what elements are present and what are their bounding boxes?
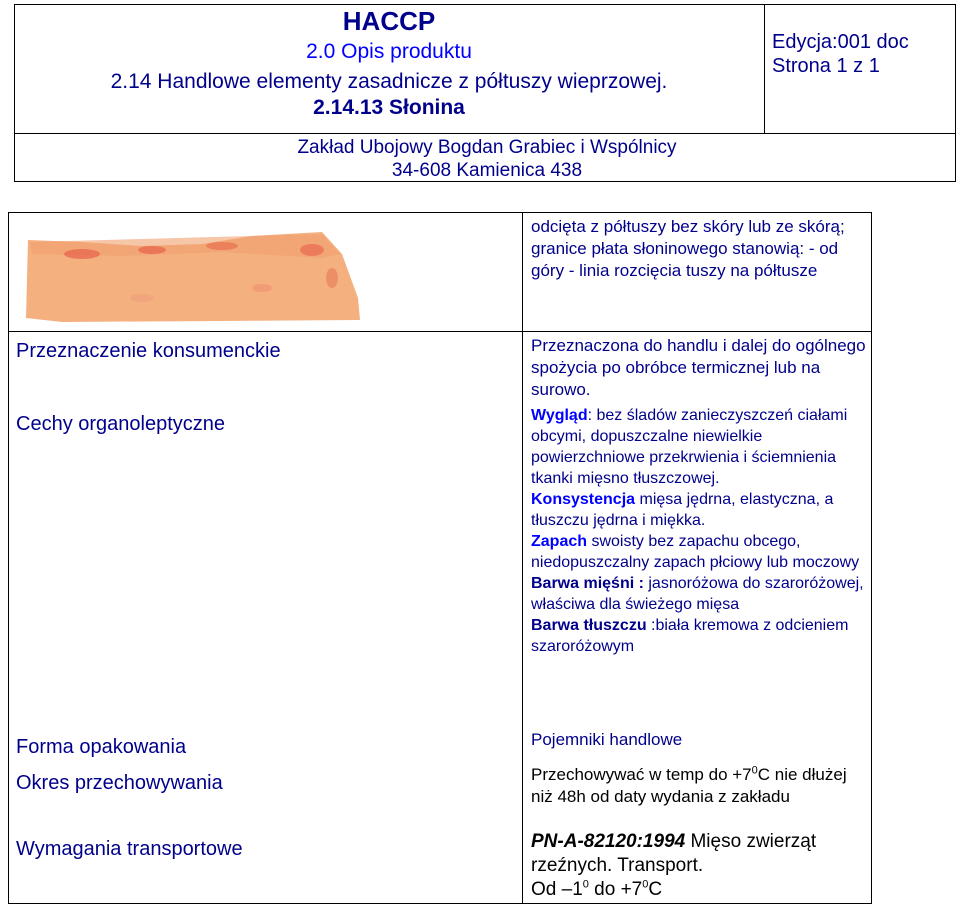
temp-text: C [648,879,663,900]
doc-meta [772,30,909,78]
item-title: 2.14.13 Słonina [313,96,465,119]
temp-text: do +7 [588,879,643,900]
muscle-color-row [531,573,866,615]
consumer-purpose: Przeznaczona do handlu i dalej do ogólnego spożycia po obróbce termicznej lub na surowo. [531,336,866,399]
label-transport: Wymagania transportowe [16,838,243,860]
organoleptic-features [531,405,866,657]
muscle-color-label: Barwa mięśni : [531,575,649,592]
look-label: Wygląd [531,407,588,424]
packaging-value: Pojemniki handlowe [531,730,683,749]
look-text: : bez śladów zanieczyszczeń ciałami obcymi, dopuszczalne niewielkie powierzchniowe przekrwienia i ściemnienia tkanki mięsno tłuszczowej. [531,407,848,487]
company-name: Zakład Ubojowy Bogdan Grabiec i Wspólnicy [297,137,677,158]
header-divider [14,133,956,134]
consistency-label: Konsystencja [531,491,636,508]
consistency-row [531,489,866,531]
degree-sup: 0 [642,878,649,891]
subsection-title: 2.14 Handlowe elementy zasadnicze z półtuszy wieprzowej. [110,70,668,93]
header-divider [764,4,765,134]
label-organoleptic: Cechy organoleptyczne [16,413,226,435]
muscle-color-text: jasnoróżowa do szaroróżowej, właściwa dla świeżego mięsa [531,575,864,613]
degree-sup: 0 [751,764,758,777]
smell-text: swoisty bez zapachu obcego, niedopuszczalny zapach płciowy lub moczowy [531,533,860,571]
fat-color-label: Barwa tłuszczu [531,617,652,634]
edition: Edycja:001 doc [772,31,909,53]
storage-value [531,764,866,808]
company-address: 34-608 Kamienica 438 [391,160,583,181]
norm-text: Mięso zwierząt rzeźnych. Transport. [531,831,817,876]
label-consumer: Przeznaczenie konsumenckie [16,340,281,362]
page-number: Strona 1 z 1 [772,55,880,77]
product-image [22,228,362,324]
product-description: odcięta z półtuszy bez skóry lub ze skórą; granice płata słoninowego stanowią: - od góry - linia rozcięcia tuszy na półtusze [531,217,845,280]
temp-text: Od –1 [531,879,583,900]
fat-color-row [531,615,866,657]
table-divider [522,212,523,904]
fat-color-text: :biała kremowa z odcieniem szaroróżowym [531,617,849,655]
table-divider [8,331,872,332]
storage-text: C nie dłużej niż 48h od daty wydania z zakładu [531,765,847,806]
section-title: 2.0 Opis produktu [306,40,472,63]
smell-row [531,531,866,573]
storage-text: Przechowywać w temp do +7 [531,765,752,784]
label-packaging: Forma opakowania [16,736,187,758]
label-storage: Okres przechowywania [16,772,223,794]
smell-label: Zapach [531,533,588,550]
company-info [14,136,960,182]
look-row [531,405,866,489]
temp-row [531,878,866,902]
degree-sup: 0 [582,878,589,891]
norm-code: PN-A-82120:1994 [531,831,686,852]
transport-value [531,830,866,902]
norm-row [531,830,866,878]
consistency-text: mięsa jędrna, elastyczna, a tłuszczu jędrna i miękka. [531,491,834,529]
page-title: HACCP [342,6,436,36]
